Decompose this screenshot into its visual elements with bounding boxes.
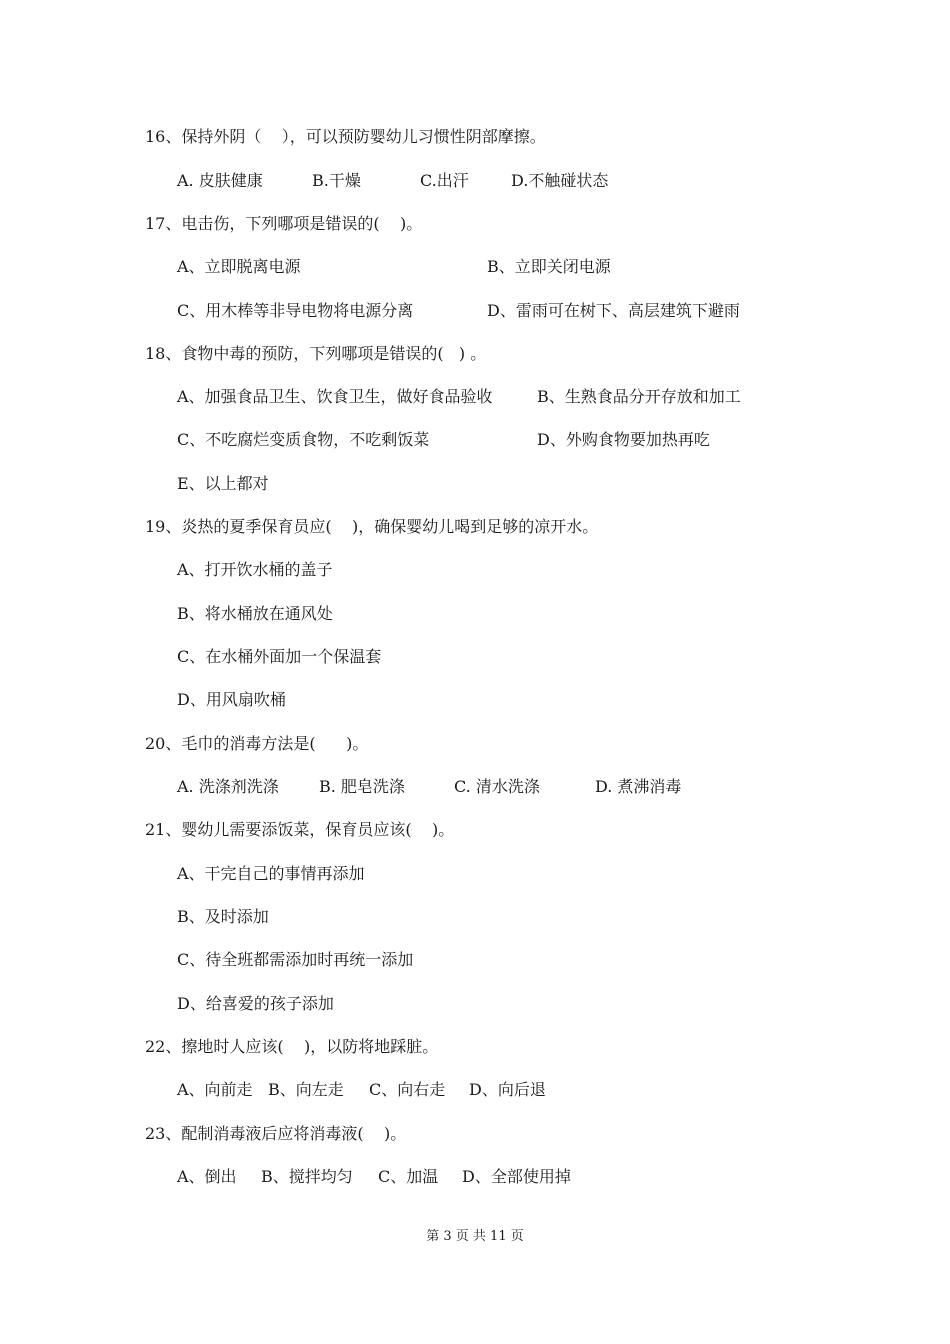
question-20-option-d: D. 煮沸消毒 <box>595 777 682 796</box>
question-18-option-c: C、不吃腐烂变质食物，不吃剩饭菜 <box>177 430 430 449</box>
question-22-stem: 22、擦地时人应该( )，以防将地踩脏。 <box>145 1037 439 1056</box>
question-18-option-a: A、加强食品卫生、饮食卫生，做好食品验收 <box>177 387 493 406</box>
question-16-option-d: D.不触碰状态 <box>511 171 609 190</box>
question-19-option-b: B、将水桶放在通风处 <box>177 604 333 623</box>
question-21-stem: 21、婴幼儿需要添饭菜，保育员应该( )。 <box>145 820 455 839</box>
question-18-option-b: B、生熟食品分开存放和加工 <box>537 387 741 406</box>
question-23-option-b: B、搅拌均匀 <box>261 1167 353 1186</box>
question-23-option-d: D、全部使用掉 <box>462 1167 571 1186</box>
question-19-stem: 19、炎热的夏季保育员应( )，确保婴幼儿喝到足够的凉开水。 <box>145 517 599 536</box>
question-18-stem: 18、食物中毒的预防，下列哪项是错误的( ) 。 <box>145 344 487 363</box>
question-21-option-c: C、待全班都需添加时再统一添加 <box>177 950 414 969</box>
question-16-stem: 16、保持外阴（ ），可以预防婴幼儿习惯性阴部摩擦。 <box>145 127 546 146</box>
question-21-option-b: B、及时添加 <box>177 907 269 926</box>
question-16-option-b: B.干燥 <box>312 171 361 190</box>
question-17-option-c: C、用木棒等非导电物将电源分离 <box>177 301 414 320</box>
question-18-option-e: E、以上都对 <box>177 474 269 493</box>
question-23-stem: 23、配制消毒液后应将消毒液( )。 <box>145 1124 407 1143</box>
question-17-stem: 17、电击伤，下列哪项是错误的( )。 <box>145 214 423 233</box>
question-19-option-c: C、在水桶外面加一个保温套 <box>177 647 382 666</box>
question-22-option-a: A、向前走 <box>177 1080 253 1099</box>
question-17-option-a: A、立即脱离电源 <box>177 257 301 276</box>
question-20-option-b: B. 肥皂洗涤 <box>319 777 405 796</box>
question-23-option-a: A、倒出 <box>177 1167 237 1186</box>
question-21-option-a: A、干完自己的事情再添加 <box>177 864 365 883</box>
question-22-option-d: D、向后退 <box>469 1080 546 1099</box>
question-20-option-c: C. 清水洗涤 <box>454 777 540 796</box>
question-16-option-a: A. 皮肤健康 <box>177 171 263 190</box>
question-21-option-d: D、给喜爱的孩子添加 <box>177 994 334 1013</box>
question-16-option-c: C.出汗 <box>420 171 469 190</box>
question-20-option-a: A. 洗涤剂洗涤 <box>177 777 279 796</box>
question-23-option-c: C、加温 <box>378 1167 439 1186</box>
question-17-option-b: B、立即关闭电源 <box>487 257 611 276</box>
question-19-option-a: A、打开饮水桶的盖子 <box>177 560 333 579</box>
question-19-option-d: D、用风扇吹桶 <box>177 690 286 709</box>
question-17-option-d: D、雷雨可在树下、高层建筑下避雨 <box>487 301 740 320</box>
question-18-option-d: D、外购食物要加热再吃 <box>537 430 710 449</box>
question-20-stem: 20、毛巾的消毒方法是( )。 <box>145 734 369 753</box>
question-22-option-c: C、向右走 <box>369 1080 446 1099</box>
question-22-option-b: B、向左走 <box>268 1080 344 1099</box>
page-footer: 第 3 页 共 11 页 <box>426 1229 524 1244</box>
